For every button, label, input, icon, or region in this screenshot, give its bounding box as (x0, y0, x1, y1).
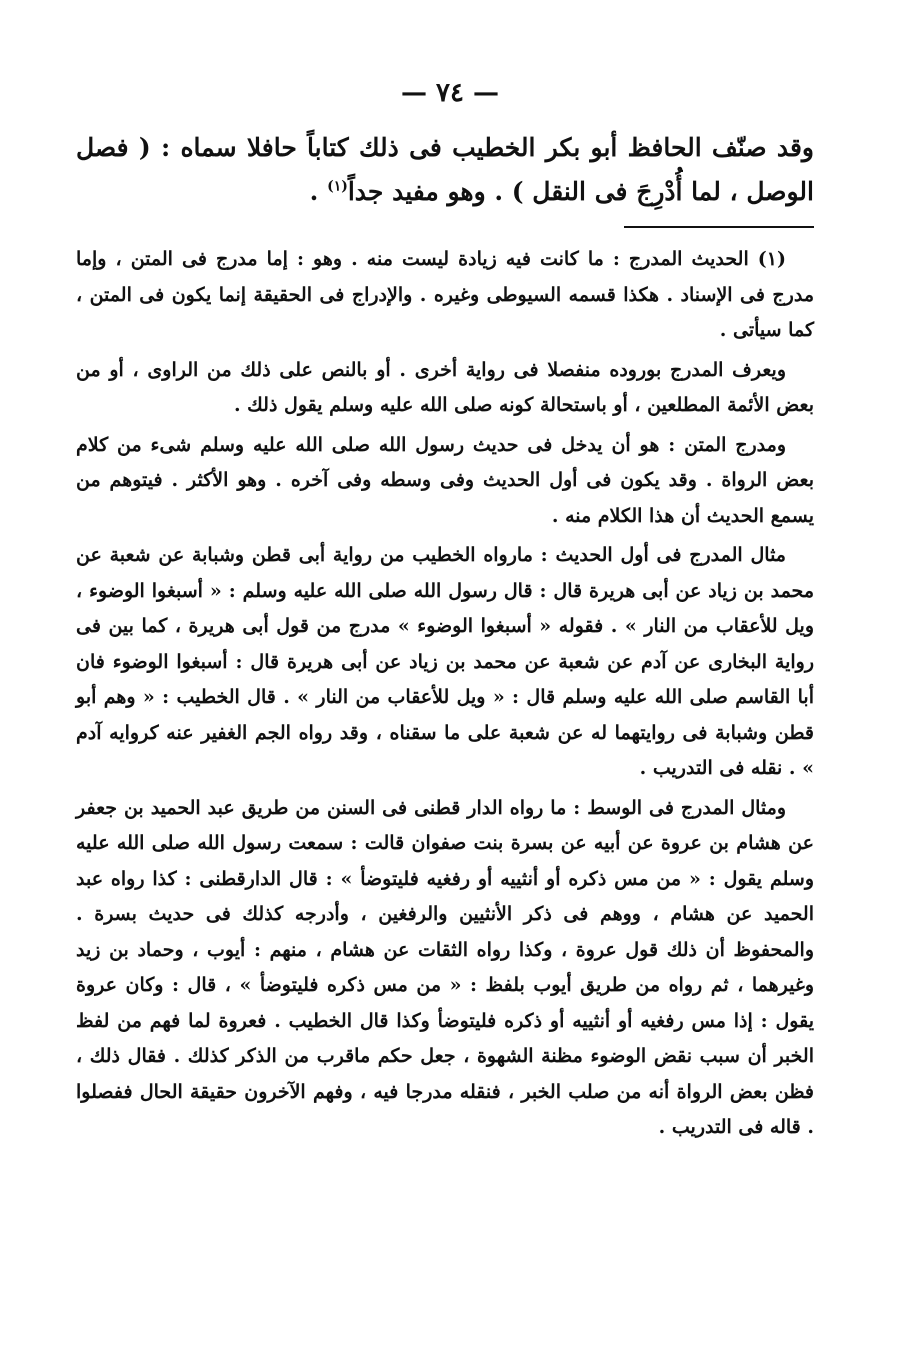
footnote-paragraph-definition: (١) الحديث المدرج : ما كانت فيه زيادة ليست منه . وهو : إما مدرج فى المتن ، وإما مدرج فى الإسناد . هكذا قسمه السيوطى وغيره . والإدراج فى الحقيقة إنما يكون فى المتن ، كما سيأتى . (76, 248, 814, 341)
footnote-reference[interactable]: (١) (327, 178, 348, 195)
footnote-paragraph-identification: ويعرف المدرج بوروده منفصلا فى رواية أخرى . أو بالنص على ذلك من الراوى ، أو من بعض الأئمة المطلعين ، أو باستحالة كونه صلى الله عليه وسلم يقول ذلك . (76, 358, 814, 416)
footnote-paragraph-example-beginning: مثال المدرج فى أول الحديث : مارواه الخطيب من رواية أبى قطن وشبابة عن شعبة عن محمد بن زياد عن أبى هريرة قال : قال رسول الله صلى الله عليه وسلم : « أسبغوا الوضوء ، ويل للأعقاب من النار » . فقوله « أسبغوا الوضوء » مدرج من قول أبى هريرة ، كما بين فى رواية البخارى عن آدم عن شعبة عن محمد بن زياد عن أبى هريرة قال : أسبغوا الوضوء فان أبا القاسم صلى الله عليه وسلم قال : « ويل للأعقاب من النار » . قال الخطيب : « وهم أبو قطن وشبابة فى روايتهما له عن شعبة على ما سقناه ، وقد رواه الجم الغفير عنه كروايه آدم » . نقله فى التدريب . (76, 544, 814, 779)
page-number: — ٧٤ — (400, 78, 500, 108)
book-page (76, 78, 814, 1150)
footnote-paragraph-matn: ومدرج المتن : هو أن يدخل فى حديث رسول الله صلى الله عليه وسلم شىء من كلام بعض الرواة . وقد يكون فى أول الحديث وفى وسطه وفى آخره . وهو الأكثر . فيتوهم من يسمع الحديث أن هذا الكلام منه . (76, 433, 814, 527)
footnotes-section (76, 242, 814, 1146)
footnote-divider (624, 226, 814, 228)
main-paragraph (76, 126, 814, 214)
main-paragraph-end: . (309, 177, 328, 206)
main-paragraph-text: وقد صنّف الحافظ أبو بكر الخطيب فى ذلك كتاباً حافلا سماه : ( فصل الوصل ، لما أُدْرِجَ فى النقل ) . وهو مفيد جداً (76, 133, 814, 206)
footnote-paragraph-example-middle: ومثال المدرج فى الوسط : ما رواه الدار قطنى فى السنن من طريق عبد الحميد بن جعفر عن هشام بن عروة عن أبيه عن بسرة بنت صفوان قالت : سمعت رسول الله صلى الله عليه وسلم يقول : « من مس ذكره أو أنثييه أو رفغيه فليتوضأ » : قال الدارقطنى : كذا رواه عبد الحميد عن هشام ، ووهم فى ذكر الأنثيين والرفغين ، وأدرجه كذلك فى حديث بسرة . والمحفوظ أن ذلك قول عروة ، وكذا رواه الثقات عن هشام ، منهم : أيوب ، وحماد بن زيد وغيرهما ، ثم رواه من طريق أيوب بلفظ : « من مس ذكره فليتوضأ » ، قال : وكان عروة يقول : إذا مس رفغيه أو أنثييه أو ذكره فليتوضأ وكذا قال الخطيب . فعروة لما فهم من لفظ الخبر أن سبب نقض الوضوء مظنة الشهوة ، جعل حكم ماقرب من الذكر كذلك . فقال ذلك ، فظن بعض الرواة أنه من صلب الخبر ، فنقله مدرجا فيه ، وفهم الآخرون حقيقة الحال ففصلوا . قاله فى التدريب . (76, 796, 814, 1138)
